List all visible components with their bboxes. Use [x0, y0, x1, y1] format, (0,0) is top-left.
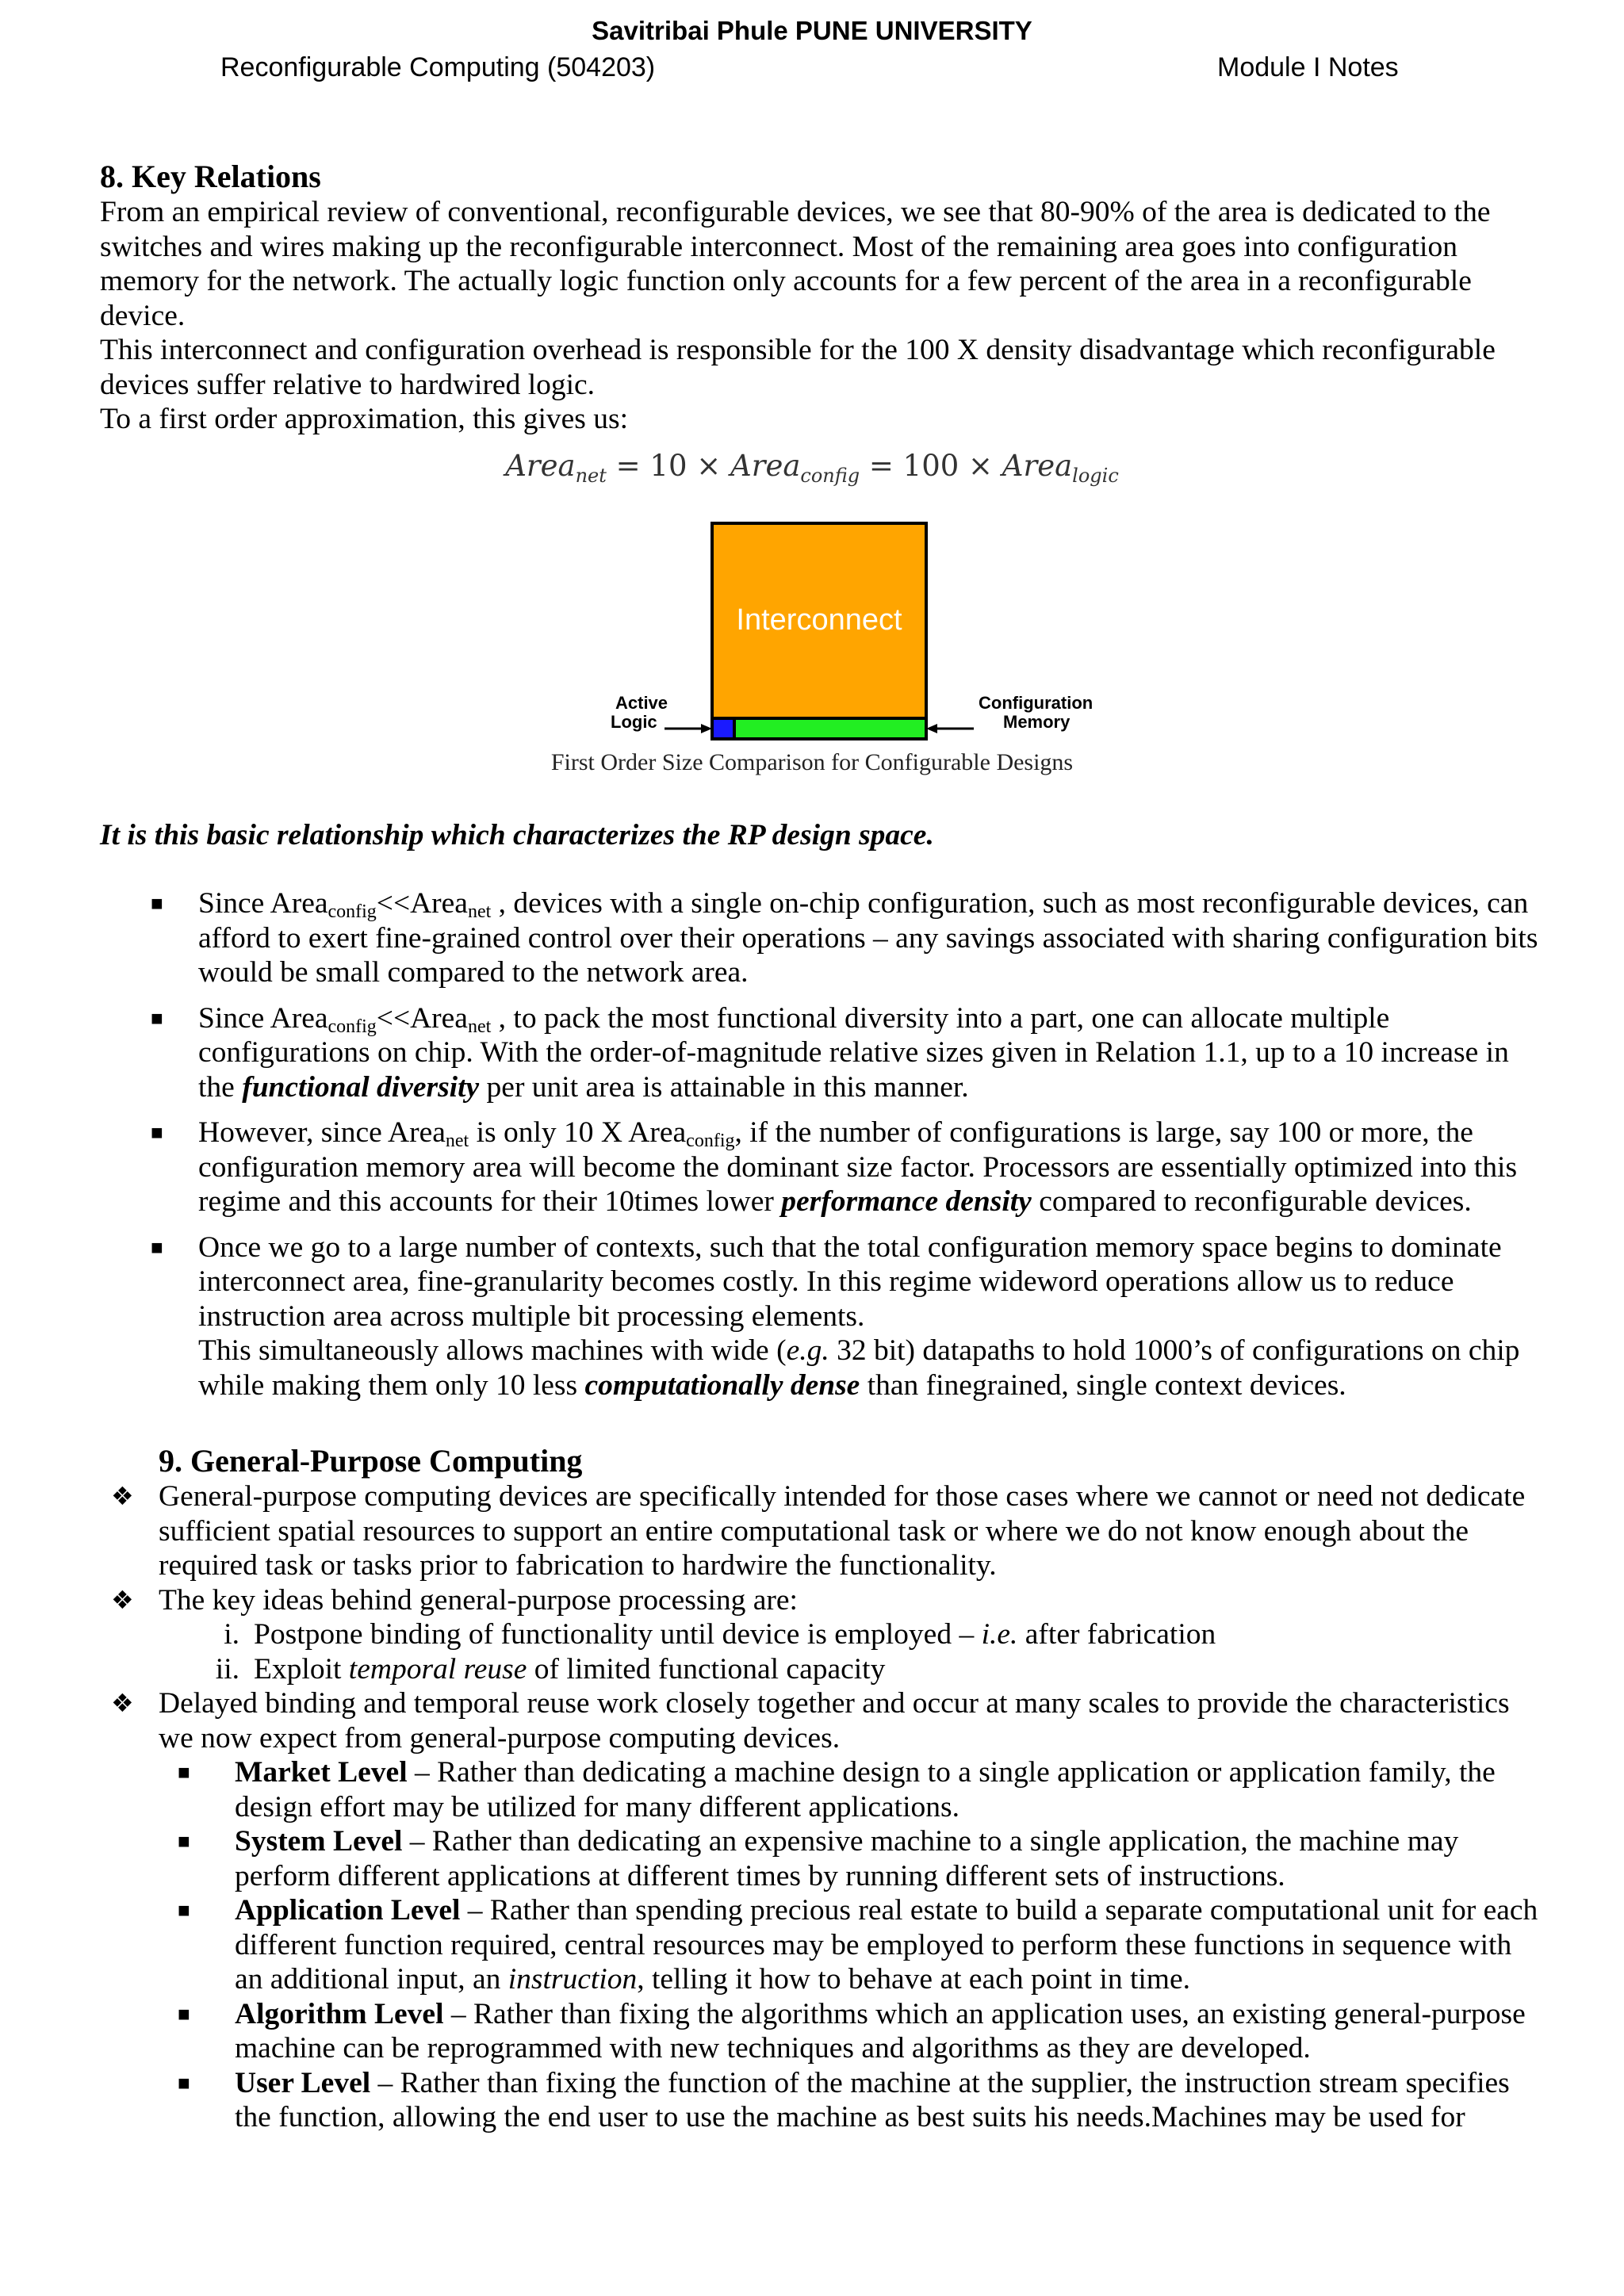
general-purpose-list — [111, 1479, 1538, 2135]
formula-eq-1: = 10 × — [606, 449, 731, 483]
square-bullet-icon: ■ — [178, 2002, 190, 2026]
active-logic-label-1: Active — [615, 693, 668, 713]
header-module: Module I Notes — [1217, 52, 1399, 82]
section-8-para-2: This interconnect and configuration overhead is responsible for the 100 X density disadvantage which reconfigurable devices suffer relative to hardwired logic. — [100, 334, 1496, 401]
list-item: ■ However, since Area$_{net}$ is only 10 X Area$_{config}$, if the number of configurations is large, say 100 or more, the configuration memory area will become the dominant size factor. Processors are essentially optimized into this regime and this accounts for their 10times lower performance density compared to reconfigurable devices. — [151, 1116, 1518, 1218]
diamond-bullet-icon: ❖ — [111, 1584, 134, 1615]
active-logic-label-2: Logic — [611, 712, 657, 732]
square-bullet-icon: ■ — [151, 1006, 163, 1030]
active-logic-block — [712, 718, 734, 739]
square-bullet-icon: ■ — [151, 1121, 163, 1144]
formula-net-sub: net — [575, 465, 607, 487]
diamond-bullet-icon: ❖ — [111, 1481, 134, 1511]
config-memory-arrowhead — [926, 724, 937, 733]
list-item: ii. Exploit temporal reuse of limited functional capacity — [215, 1652, 886, 1686]
header-course: Reconfigurable Computing (504203) — [220, 52, 656, 82]
list-item: ■ Since Area$_{config}$<<Area$_{net}$ , to pack the most functional diversity into a part, one can allocate multiple configurations on chip. With the order-of-magnitude relative sizes given in Relation 1.1, up to a 10 increase in the functional diversity per unit area is attainable in this manner. — [151, 1001, 1509, 1104]
list-item: i. Postpone binding of functionality until device is employed – i.e. after fabrication — [224, 1618, 1216, 1651]
config-memory-label-2: Memory — [1003, 712, 1071, 732]
formula-logic-sub: logic — [1072, 465, 1119, 487]
list-item: ■ Application Level – Rather than spending precious real estate to build a separate computational unit for each different function required, central resources may be employed to perform these functions in sequence with an additional input, an instruction, telling it how to behave at each point in time. — [178, 1894, 1538, 1996]
formula-config-sub: config — [800, 465, 860, 487]
config-memory-label-1: Configuration — [979, 693, 1094, 713]
square-bullet-icon: ■ — [178, 1761, 190, 1784]
section-8-para-3: To a first order approximation, this gives us: — [100, 403, 629, 435]
emphasis-statement: It is this basic relationship which characterizes the RP design space. — [100, 819, 934, 851]
formula-area-1: Area — [505, 449, 576, 483]
interconnect-label: Interconnect — [736, 603, 902, 637]
formula-area-2: Area — [730, 449, 801, 483]
size-comparison-diagram — [587, 520, 1126, 782]
square-bullet-icon: ■ — [151, 892, 163, 915]
square-bullet-icon: ■ — [178, 1830, 190, 1853]
levels-list — [159, 1755, 1538, 2135]
formula-eq-2: = 100 × — [860, 449, 1002, 483]
list-item: ■ System Level – Rather than dedicating an expensive machine to a single application, the machine may perform different applications at different times by running different sets of instructions. — [178, 1825, 1459, 1892]
list-item: ❖ The key ideas behind general-purpose processing are: i. Postpone binding of functionality until device is employed – i.e. after fabrication ii. Exploit temporal reuse of limited functional capacity — [159, 1583, 1538, 1687]
square-bullet-icon: ■ — [178, 1899, 190, 1922]
figure-caption: First Order Size Comparison for Configurable Designs — [550, 749, 1074, 775]
list-item: ■ Since Area$_{config}$<<Area$_{net}$ , devices with a single on-chip configuration, such as most reconfigurable devices, can afford to exert fine-grained control over their operations – any savings associated with sharing configuration bits would be small compared to the network area. — [151, 887, 1538, 989]
list-item: ❖ Delayed binding and temporal reuse work closely together and occur at many scales to provide the characteristics we now expect from general-purpose computing devices. ■ Market Level – Rather than dedicating a machine design to a single application or application family, the design effort may be utilized for many different applications. ■ System Level – Rather than dedicating an expensive machine to a single application, the machine may perform different applications at different times by running different sets of instructions. ■ Application Level – Rather than spending precious real estate to build a separate computational unit for each different function required, central resources may be employed to perform these functions in sequence with an additional input, an instruction, telling it how to behave at each point in time. ■ Algorithm Level – Rather than fixing the algorithms which an application uses, an existing general-purpose machine can be reprogrammed with new techniques and algorithms as they are developed. ■ User Level – Rather than fixing the function of the machine at the supplier, the instruction stream specifies the function, allowing the end user to use the machine as best suits his needs.Machines may be used for — [111, 1687, 1538, 2133]
config-memory-block — [712, 718, 926, 739]
area-formula — [0, 449, 1624, 487]
active-logic-arrowhead — [701, 724, 712, 733]
list-item: ■ User Level – Rather than fixing the function of the machine at the supplier, the instruction stream specifies the function, allowing the end user to use the machine as best suits his needs.Machines may be used for — [178, 2066, 1510, 2133]
relation-bullets — [151, 886, 1546, 1402]
diamond-bullet-icon: ❖ — [111, 1688, 134, 1718]
square-bullet-icon: ■ — [178, 2071, 190, 2095]
section-8-para-1: From an empirical review of conventional, reconfigurable devices, we see that 80-90% of the area is dedicated to the switches and wires making up the reconfigurable interconnect. Most of the remaining area goes into configuration memory for the network. The actually logic function only accounts for a few percent of the area in a reconfigurable device. — [100, 196, 1491, 332]
section-9-title: 9. General-Purpose Computing — [159, 1443, 583, 1479]
square-bullet-icon: ■ — [151, 1235, 163, 1259]
list-item: ■ Market Level – Rather than dedicating a machine design to a single application or application family, the design effort may be utilized for many different applications. — [178, 1756, 1496, 1823]
key-ideas-list — [159, 1617, 1538, 1686]
list-item: ■ Once we go to a large number of contexts, such that the total configuration memory space begins to dominate interconnect area, fine-granularity becomes costly. In this regime wideword operations allow us to reduce instruction area across multiple bit processing elements. This simultaneously allows machines with wide (e.g. 32 bit) datapaths to hold 1000’s of configurations on chip while making them only 10 less computationally dense than finegrained, single context devices. — [151, 1230, 1520, 1402]
header-university: Savitribai Phule PUNE UNIVERSITY — [592, 16, 1032, 45]
section-8-title: 8. Key Relations — [100, 159, 321, 194]
list-item: ❖ General-purpose computing devices are specifically intended for those cases where we cannot or need not dedicate sufficient spatial resources to support an entire computational task or where we do not know enough about the required task or tasks prior to fabrication to hardwire the functionality. — [111, 1480, 1526, 1582]
list-item: ■ Algorithm Level – Rather than fixing the algorithms which an application uses, an existing general-purpose machine can be reprogrammed with new techniques and algorithms as they are developed. — [178, 1997, 1526, 2064]
section-8 — [100, 159, 1527, 437]
formula-area-3: Area — [1002, 449, 1073, 483]
